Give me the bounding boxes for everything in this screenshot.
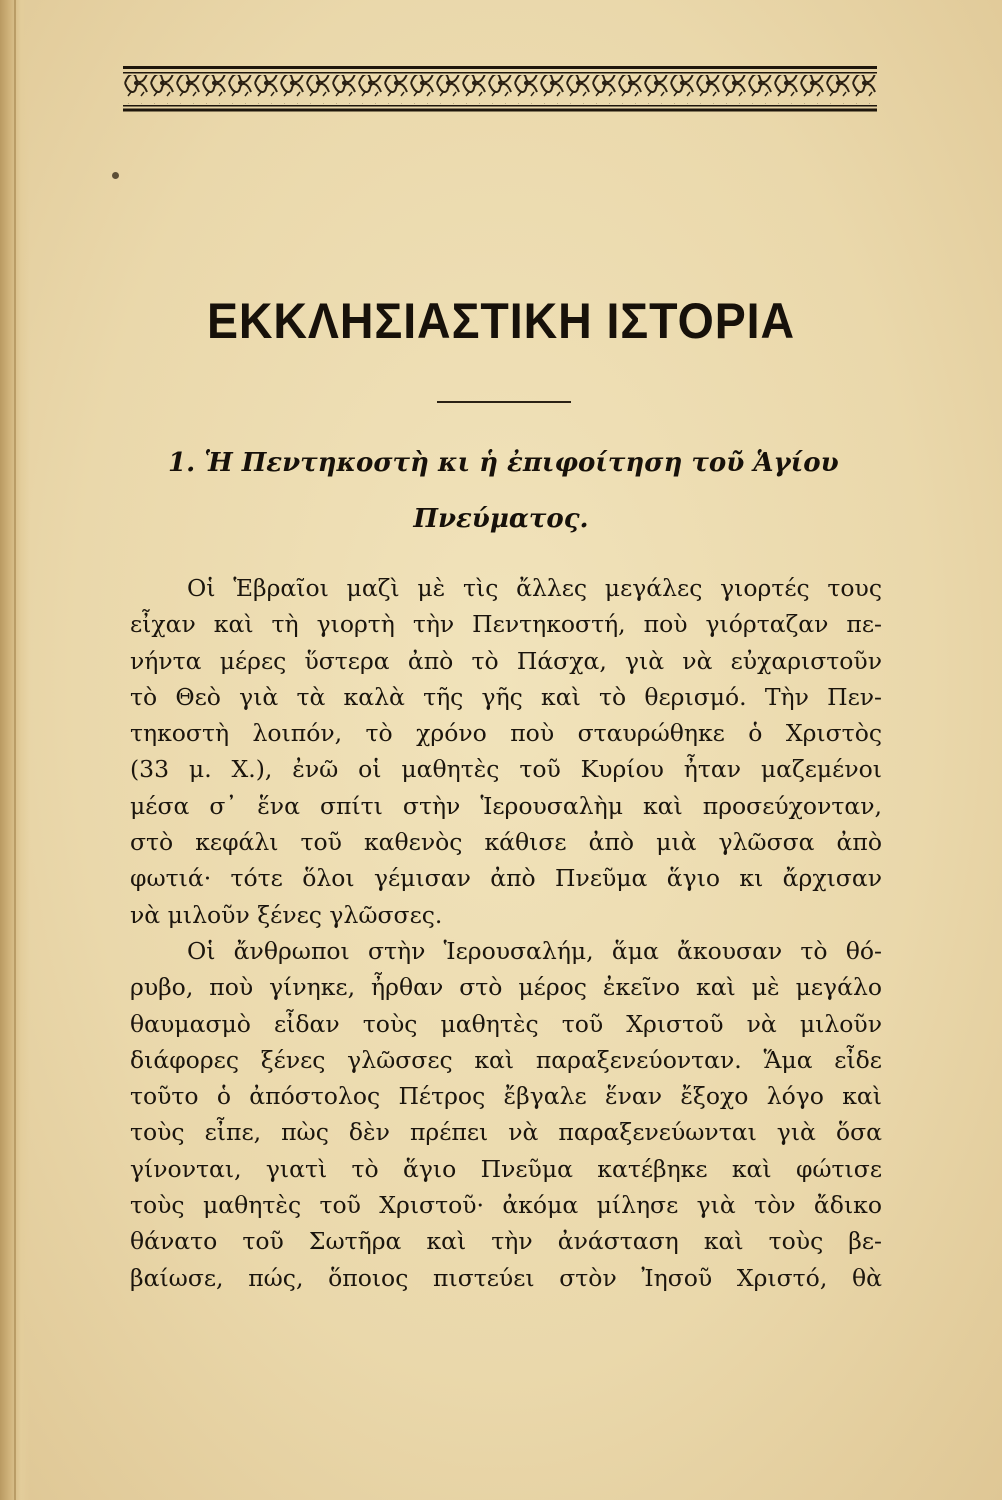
text-line: τοὺς εἶπε, πὼς δὲν πρέπει νὰ παραξενεύωνται γιὰ ὅσα xyxy=(130,1118,882,1147)
section-heading-line-2: Πνεύματος. xyxy=(413,504,589,534)
text-line: (33 μ. Χ.), ἐνῶ οἱ μαθητὲς τοῦ Κυρίου ἦταν μαζεμένοι xyxy=(130,755,882,784)
text-line: Οἱ ἄνθρωποι στὴν Ἱερουσαλήμ, ἅμα ἄκουσαν τὸ θό- xyxy=(187,936,882,965)
text-line: βαίωσε, πώς, ὅποιος πιστεύει στὸν Ἰησοῦ Χριστό, θὰ xyxy=(130,1263,882,1292)
text-line: διάφορες ξένες γλῶσσες καὶ παραξενεύονταν. Ἅμα εἶδε xyxy=(130,1045,882,1074)
text-line: στὸ κεφάλι τοῦ καθενὸς κάθισε ἀπὸ μιὰ γλῶσσα ἀπὸ xyxy=(130,828,882,857)
text-line: νὰ μιλοῦν ξένες γλῶσσες. xyxy=(130,900,443,929)
text-line: εἶχαν καὶ τὴ γιορτὴ τὴν Πεντηκοστή, ποὺ γιόρταζαν πε- xyxy=(130,610,882,639)
text-line: τοῦτο ὁ ἀπόστολος Πέτρος ἔβγαλε ἕναν ἔξοχο λόγο καὶ xyxy=(130,1082,882,1111)
text-line: ρυβο, ποὺ γίνηκε, ἦρθαν στὸ μέρος ἐκεῖνο καὶ μὲ μεγάλο xyxy=(130,973,882,1002)
body-text xyxy=(130,570,882,1296)
text-line: θάνατο τοῦ Σωτῆρα καὶ τὴν ἀνάσταση καὶ τοὺς βε- xyxy=(130,1227,882,1256)
text-line: τὸ Θεὸ γιὰ τὰ καλὰ τῆς γῆς καὶ τὸ θερισμό. Τὴν Πεν- xyxy=(130,682,882,711)
page-title: ΕΚΚΛΗΣΙΑΣΤΙΚΗ ΙΣΤΟΡΙΑ xyxy=(206,293,796,349)
section-heading-line-1: 1. Ἡ Πεντηκοστὴ κι ἡ ἐπιφοίτηση τοῦ Ἁγίου xyxy=(168,448,839,478)
text-line: νήντα μέρες ὕστερα ἀπὸ τὸ Πάσχα, γιὰ νὰ εὐχαριστοῦν xyxy=(130,646,882,675)
ornamental-header-band xyxy=(123,66,877,112)
text-line: μέσα σ᾿ ἕνα σπίτι στὴν Ἱερουσαλὴμ καὶ προσεύχονταν, xyxy=(130,791,882,820)
text-line: θαυμασμὸ εἶδαν τοὺς μαθητὲς τοῦ Χριστοῦ νὰ μιλοῦν xyxy=(130,1009,882,1038)
spine-line xyxy=(14,0,16,1500)
text-line: γίνονται, γιατὶ τὸ ἅγιο Πνεῦμα κατέβηκε καὶ φώτισε xyxy=(130,1154,882,1183)
text-line: φωτιά· τότε ὅλοι γέμισαν ἀπὸ Πνεῦμα ἅγιο κι ἄρχισαν xyxy=(130,864,882,893)
text-line: τηκοστὴ λοιπόν, τὸ χρόνο ποὺ σταυρώθηκε ὁ Χριστὸς xyxy=(130,719,882,748)
text-line: τοὺς μαθητὲς τοῦ Χριστοῦ· ἀκόμα μίλησε γιὰ τὸν ἄδικο xyxy=(130,1191,882,1220)
title-rule xyxy=(437,401,571,403)
text-line: Οἱ Ἑβραῖοι μαζὶ μὲ τὶς ἄλλες μεγάλες γιορτές τους xyxy=(187,574,882,602)
ink-speck xyxy=(112,172,119,179)
